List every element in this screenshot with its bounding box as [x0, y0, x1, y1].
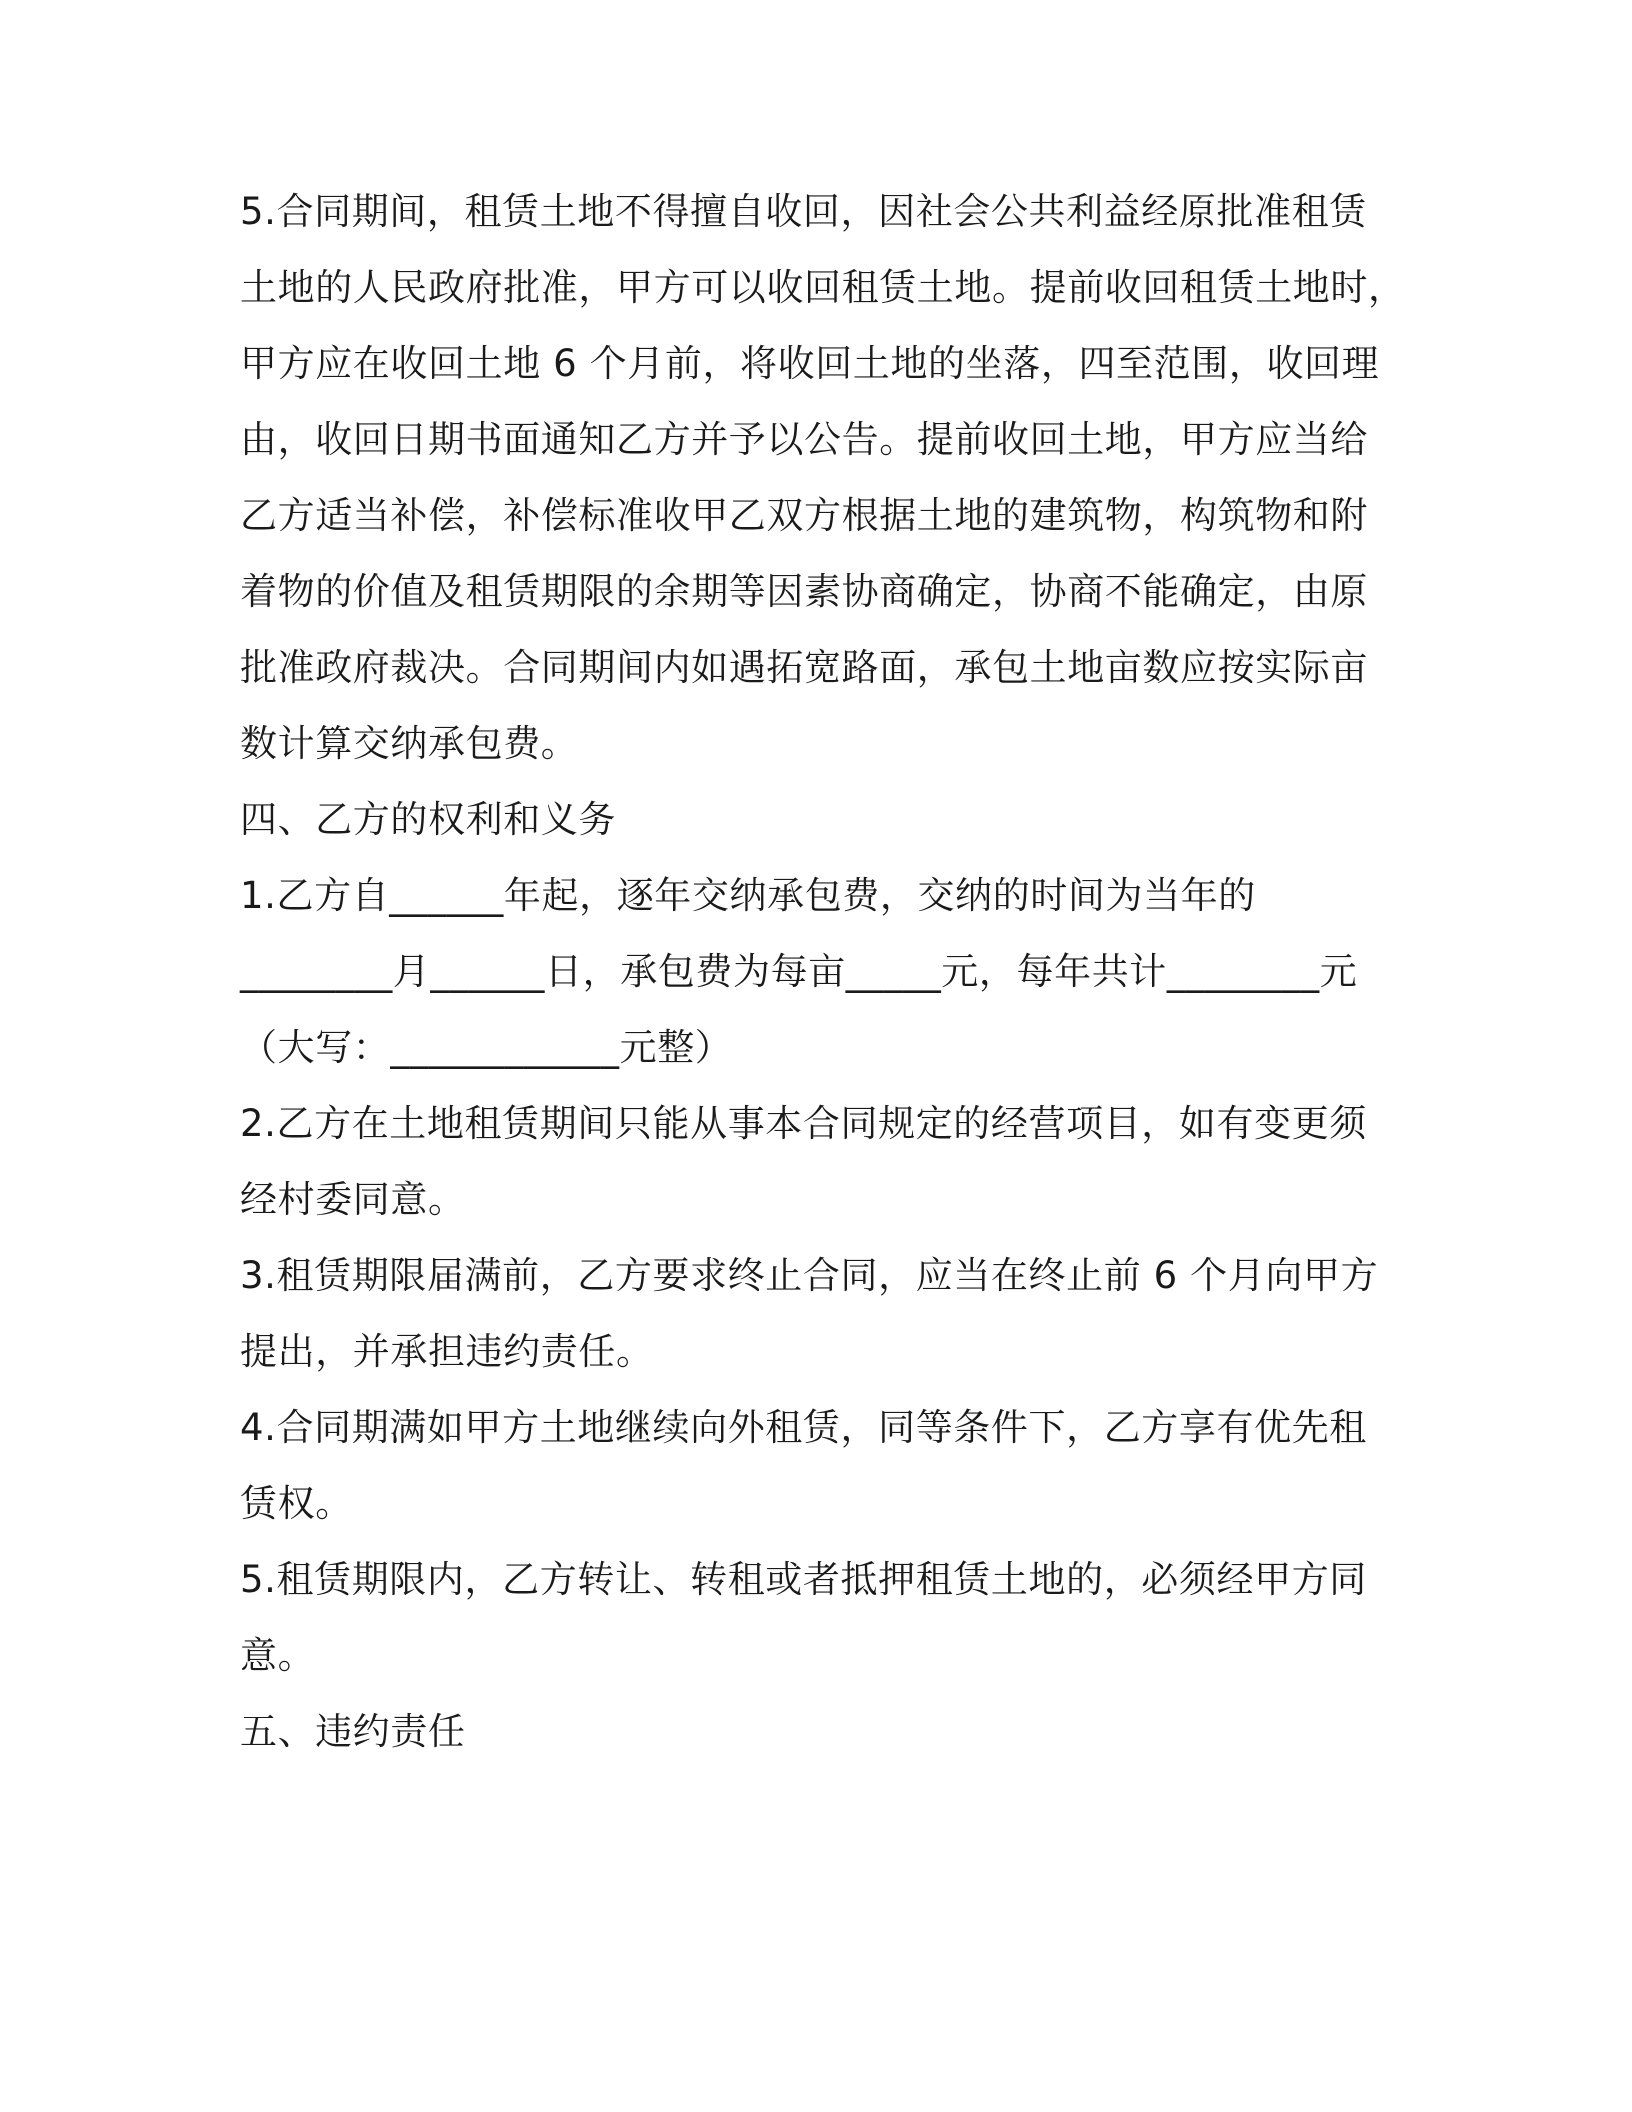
clause-3-5-line-1: 5.合同期间，租赁土地不得擅自收回，因社会公共利益经原批准租赁 — [240, 190, 1367, 233]
clause-4-3-line-2: 提出，并承担违约责任。 — [240, 1330, 654, 1373]
clause-4-5-line-1: 5.租赁期限内，乙方转让、转租或者抵押租赁土地的，必须经甲方同 — [240, 1558, 1367, 1601]
section-5-heading: 五、违约责任 — [240, 1710, 466, 1753]
clause-3-5-line-8: 数计算交纳承包费。 — [240, 722, 579, 765]
clause-3-5-line-3: 甲方应在收回土地 6 个月前，将收回土地的坐落，四至范围，收回理 — [240, 342, 1380, 385]
clause-4-5-line-2: 意。 — [240, 1634, 316, 1677]
clause-4-4-line-1: 4.合同期满如甲方土地继续向外租赁，同等条件下，乙方享有优先租 — [240, 1406, 1367, 1449]
clause-4-3-line-1: 3.租赁期限届满前，乙方要求终止合同，应当在终止前 6 个月向甲方 — [240, 1254, 1379, 1297]
clause-3-5-line-2: 土地的人民政府批准，甲方可以收回租赁土地。提前收回租赁土地时， — [240, 266, 1406, 309]
clause-4-1-line-2: ________月______日，承包费为每亩_____元，每年共计________元 — [240, 950, 1358, 993]
clause-4-1-line-1: 1.乙方自______年起，逐年交纳承包费，交纳的时间为当年的 — [240, 874, 1256, 917]
clause-4-1-line-3: （大写：____________元整） — [240, 1026, 733, 1069]
clause-3-5-line-6: 着物的价值及租赁期限的余期等因素协商确定，协商不能确定，由原 — [240, 570, 1368, 613]
clause-4-4-line-2: 赁权。 — [240, 1482, 353, 1525]
clause-3-5-line-4: 由，收回日期书面通知乙方并予以公告。提前收回土地，甲方应当给 — [240, 418, 1368, 461]
clause-4-2-line-2: 经村委同意。 — [240, 1178, 466, 1221]
clause-3-5-line-7: 批准政府裁决。合同期间内如遇拓宽路面，承包土地亩数应按实际亩 — [240, 646, 1368, 689]
clause-4-2-line-1: 2.乙方在土地租赁期间只能从事本合同规定的经营项目，如有变更须 — [240, 1102, 1367, 1145]
clause-3-5-line-5: 乙方适当补偿，补偿标准收甲乙双方根据土地的建筑物，构筑物和附 — [240, 494, 1368, 537]
section-4-heading: 四、乙方的权利和义务 — [240, 798, 616, 841]
